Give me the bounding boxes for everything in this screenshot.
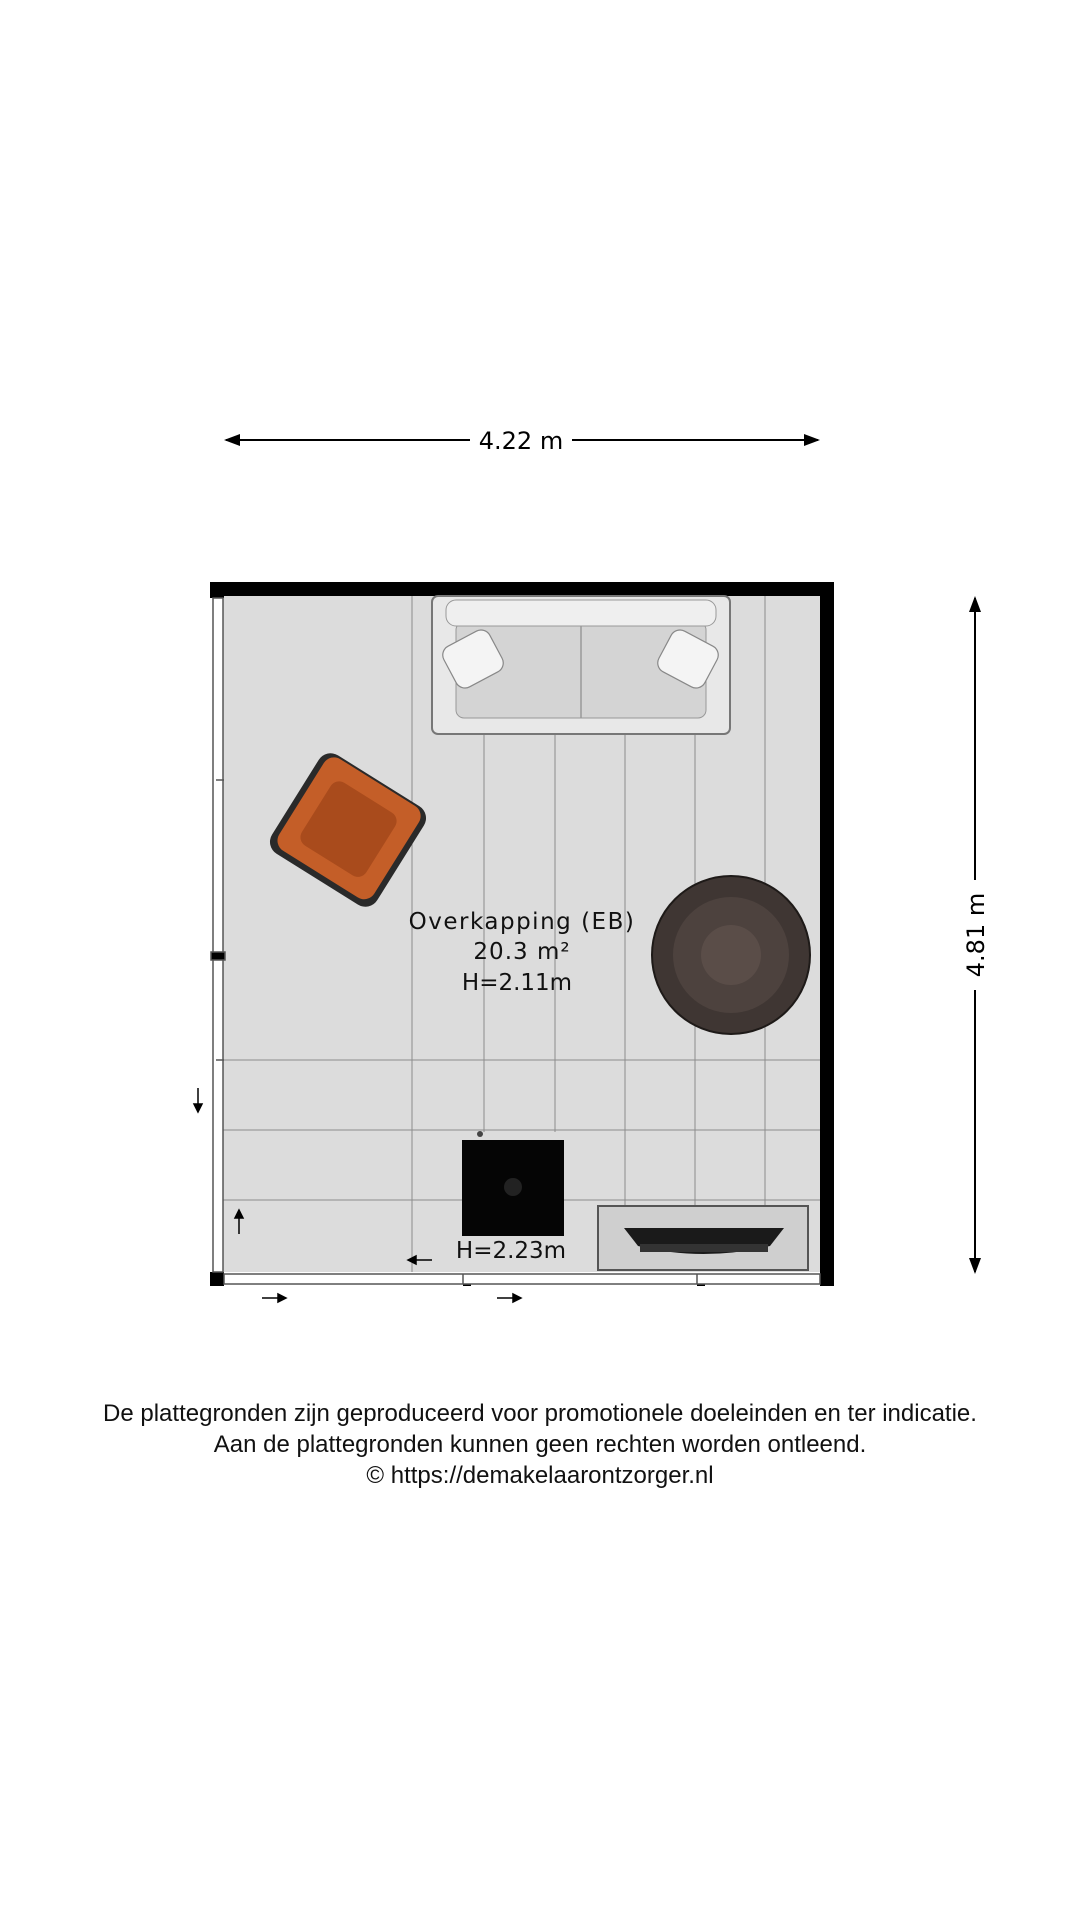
copyright-link[interactable]: © https://demakelaarontzorger.nl	[366, 1462, 714, 1489]
disclaimer-line-2: Aan de plattegronden kunnen geen rechten worden ontleend.	[213, 1431, 867, 1458]
width-dimension	[224, 427, 820, 455]
side-table-icon	[462, 1131, 564, 1236]
width-dimension-label: 4.22 m	[478, 427, 564, 455]
height-dimension	[962, 596, 990, 1274]
disclaimer-line-1: De plattegronden zijn geproduceerd voor promotionele doeleinden en ter indicatie.	[103, 1400, 977, 1427]
room-name: Overkapping (EB)	[408, 909, 636, 935]
room-area: 20.3 m²	[473, 939, 571, 965]
cabinet-height: H=2.23m	[455, 1238, 567, 1264]
height-dimension-label: 4.81 m	[962, 892, 990, 978]
tv-unit-icon	[598, 1206, 808, 1270]
bottom-sliding-doors	[224, 1274, 820, 1284]
left-glass-wall	[211, 598, 225, 1272]
sofa-icon	[432, 596, 730, 734]
pouf-icon	[652, 876, 810, 1034]
room-ceiling-height: H=2.11m	[461, 970, 573, 996]
